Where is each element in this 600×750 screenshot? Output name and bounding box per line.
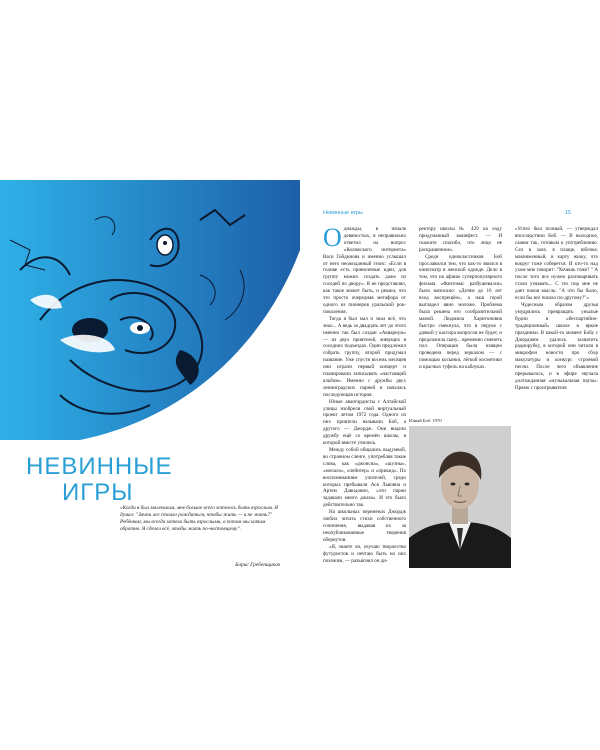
paragraph: Тогда я был мал и знал всё, что знал... А ведь за двадцать лет до этого именно так был создан «Аквариум» — из двух приятелей, живущих в соседних подъездах. Один предложил собрать группу, второй придумал название. Уже спустя восемь месяцев они играли первый концерт и планировали записывать «настоящий альбом». Именно с дружбы двух ленинградских парней и началась последующая история. — [323, 315, 406, 398]
chapter-title — [22, 455, 292, 505]
paragraph: Чудесным образом друзья умудрялись превращать унылые будни в «беспартийно-традиционный» школе в яркие праздники. В какой-то момент Бобу с Джорджем удалось захватить радиорубку, в которой они читали в микрофон новости про сбор макулатуры и конкурс строевой песни. После чего объявление прерывалось, и в эфире звучала долгожданная «музыкальная пауза». Прямо с проигрывателя — [515, 301, 598, 391]
epigraph-text: «Когда я был маленьким, мне больше всего хотелось быть взрослым. Я думал: "Зачем же стоило рождаться, чтобы жить — и не жить?" Ребёнком, мы всегда хотели быть взрослыми, а потом мы хотим обратно. Я сделал всё, чтобы жить по-настоящему". — [120, 505, 278, 532]
paragraph: На школьных переменах Джордж любил читать стихи собственного сочинения, выдавая их за неопубликованные творения обериутов. — [323, 509, 406, 543]
paragraph: Между собой общались выдумкой, во странном сленге, употребляя такие слова, как «джонсна», «шузны», «мочало», «пейнтер» и «прикид». По воспоминаниям учителей, среди которых пребывали Ася Львовна и Артем Давидович, «эти парни задавали много джаза». И это было действительно так. — [323, 447, 406, 509]
right-page — [300, 0, 600, 750]
photo-caption: Юный Боб. 1970 — [409, 418, 442, 423]
drop-cap: О — [323, 223, 342, 252]
paragraph: ректору школы № 429 на ходу придуманный манифест. — И скажите спасибо, что лицо не раскрашенное». — [419, 226, 502, 253]
chapter-title-line2: ИГРЫ — [62, 479, 134, 506]
text-column-3 — [515, 226, 598, 426]
paragraph: Среди одноклассников Боб прославился тем, что как-то явился в кинотеатр в женской одежде. Дело в том, что на афише суперпопулярного фильма «Фантомас разбушевался» было написано: «Детям до 16 лет вход воспрещён», а наш герой выглядел явно моложе. Проблема была решена его сообразительной мамой. Людмила Харитоновна быстро смекнула, что в перуке с дачкой у кассира вопросов не будет, и предложила сыну... временно сменить пол. Операция была изящно проведена перед зеркалом — с помощью косынки, лёгкой косметики и красных туфель на каблуках. — [419, 253, 502, 371]
running-head: Невинные игры — [323, 210, 363, 216]
text-column-2 — [419, 226, 502, 416]
paragraph: Юные авангардисты с Алтайской улицы изобрели свой виртуальный проект летом 1972 года. Одного из них приятели называли Боб, а другого — Джордж. Они видели дружбу ещё со времён школы, в которой вместе учились. — [323, 398, 406, 447]
chapter-title-line1: НЕВИННЫЕ — [26, 453, 173, 480]
text-column-1 — [323, 223, 406, 564]
portrait-photo — [409, 426, 511, 568]
page-number: 15 — [565, 210, 572, 216]
paragraph: «Успех был полный, — утверждал впоследствии Боб. — В выходное, сажем так, готовым к употреблению. Сел в зале, в плаще, юбочке, макияженный, и карту жижу, что вокруг тоже соберется. И кто-то над ухом мне говорит: "Хочешь тоже? " А после того все нужно разговаривать стали узнавать... С тех пор мне не дает покоя мысль: "А что бы было, если бы все пошло по-другому?"» — [515, 226, 598, 302]
chapter-illustration — [0, 180, 300, 440]
epigraph-author: Борис Гребенщиков — [235, 562, 280, 568]
surreal-ink-drawing-image — [0, 180, 300, 440]
young-man-portrait-image — [409, 426, 511, 568]
paragraph: «Я, знаете ли, изучаю творчество футуристов и нечтаю быть на них похожим, — разъяснял он ди- — [323, 543, 406, 564]
paragraph: днажды, в начале девяностых, я неправильно ответил на вопрос «Коляжского интернета» Васи Гойдинова и именно услышал от него неожиданный тезис: «Если в голове есть приемлемые идеи, для группу можно создать даже из соседей по двору». Я не представлял, как такое может быть, и решил, что это просто очередная метафора от одного из пионеров уральской рок-поколения. — [323, 226, 406, 315]
